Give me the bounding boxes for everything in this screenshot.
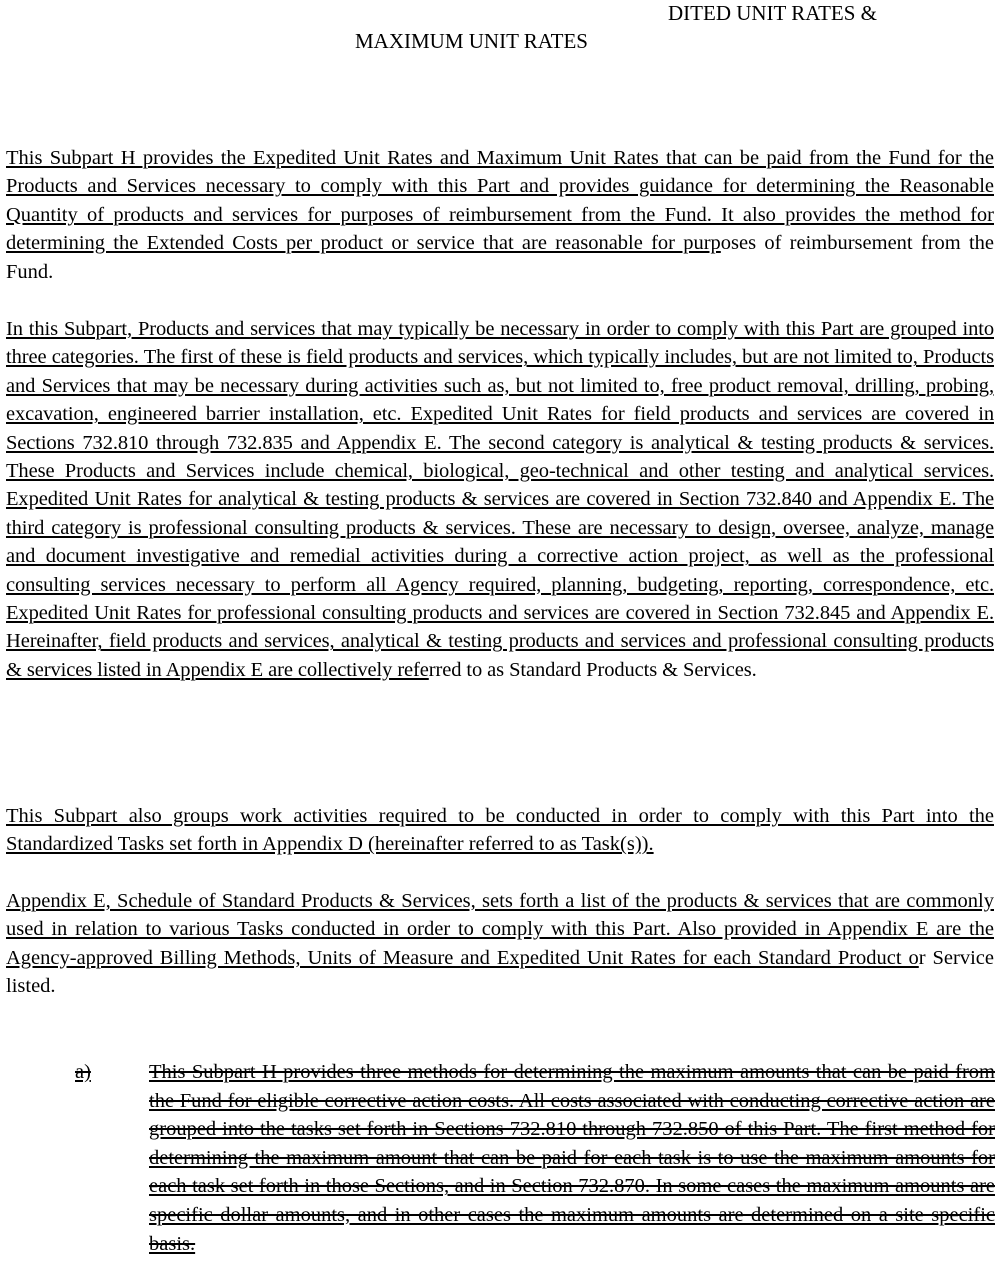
subsection-label: a) — [75, 1061, 91, 1083]
paragraph-1-plain: oses of reimbursement from the Fund. — [6, 232, 994, 283]
paragraph-2-plain: rred to as Standard Products & Services. — [428, 658, 757, 681]
header-title-fragment: DITED UNIT RATES & — [668, 1, 878, 25]
paragraph-4-plain: r Service listed. — [6, 946, 995, 998]
paragraph-1 — [6, 144, 994, 286]
struck-subsection-a — [75, 1058, 995, 1258]
paragraph-3 — [6, 802, 994, 859]
paragraph-2-underlined: In this Subpart, Products and services that may typically be necessary in order to comply with this Part are grouped into three categories. The first of these is field products and services, which typically includes, but are not limited to, Products and Services that may be necessary during activities such as, but not limited to, free product removal, drilling, probing, excavation, engineered barrier installation, etc. Expedited Unit Rates for field products and services are covered in Sections 732.810 through 732.835 and Appendix E. The second category is analytical & testing products & services. These Products and Services include chemical, biological, geo-technical and other testing and analytical services. Expedited Unit Rates for analytical & testing products & services are covered in Section 732.840 and Appendix E. The third category is professional consulting products & services. These are necessary to design, oversee, analyze, manage and document investigative and remedial activities during a corrective action project, as well as the professional consulting services necessary to perform all Agency required, planning, budgeting, reporting, correspondence, etc. Expedited Unit Rates for professional consulting products and services are covered in Section 732.845 and Appendix E. Hereinafter, field products and services, analytical & testing products and services and professional consulting products & services listed in Appendix E are collectively refe — [6, 318, 994, 681]
paragraph-2 — [6, 315, 994, 684]
paragraph-4 — [6, 887, 994, 1001]
header-title-line2: MAXIMUM UNIT RATES — [355, 29, 588, 53]
subsection-text: This Subpart H provides three methods for determining the maximum amounts that can be paid from the Fund for eligible corrective action costs. All costs associated with conducting corrective action are grouped into the tasks set forth in Sections 732.810 through 732.850 of this Part. The first method for determining the maximum amount that can be paid for each task is to use the maximum amounts for each task set forth in those Sections, and in Section 732.870. In some cases the maximum amounts are specific dollar amounts, and in other cases the maximum amounts are determined on a site specific basis. — [149, 1061, 995, 1255]
paragraph-4-underlined: Appendix E, Schedule of Standard Products & Services, sets forth a list of the products & services that are commonly used in relation to various Tasks conducted in order to comply with this Part. Also provided in Appendix E are the Agency-approved Billing Methods, Units of Measure and Expedited Unit Rates for each Standard Product o — [6, 890, 994, 969]
paragraph-3-underlined: This Subpart also groups work activities required to be conducted in order to comply with this Part into the Standardized Tasks set forth in Appendix D (hereinafter referred to as Task(s)). — [6, 805, 994, 856]
paragraph-1-underlined: This Subpart H provides the Expedited Unit Rates and Maximum Unit Rates that can be paid from the Fund for the Products and Services necessary to comply with this Part and provides guidance for determining the Reasonable Quantity of products and services for purposes of reimbursement from the Fund. It also provides the method for determining the Extended Costs per product or service that are reasonable for purp — [6, 147, 994, 255]
